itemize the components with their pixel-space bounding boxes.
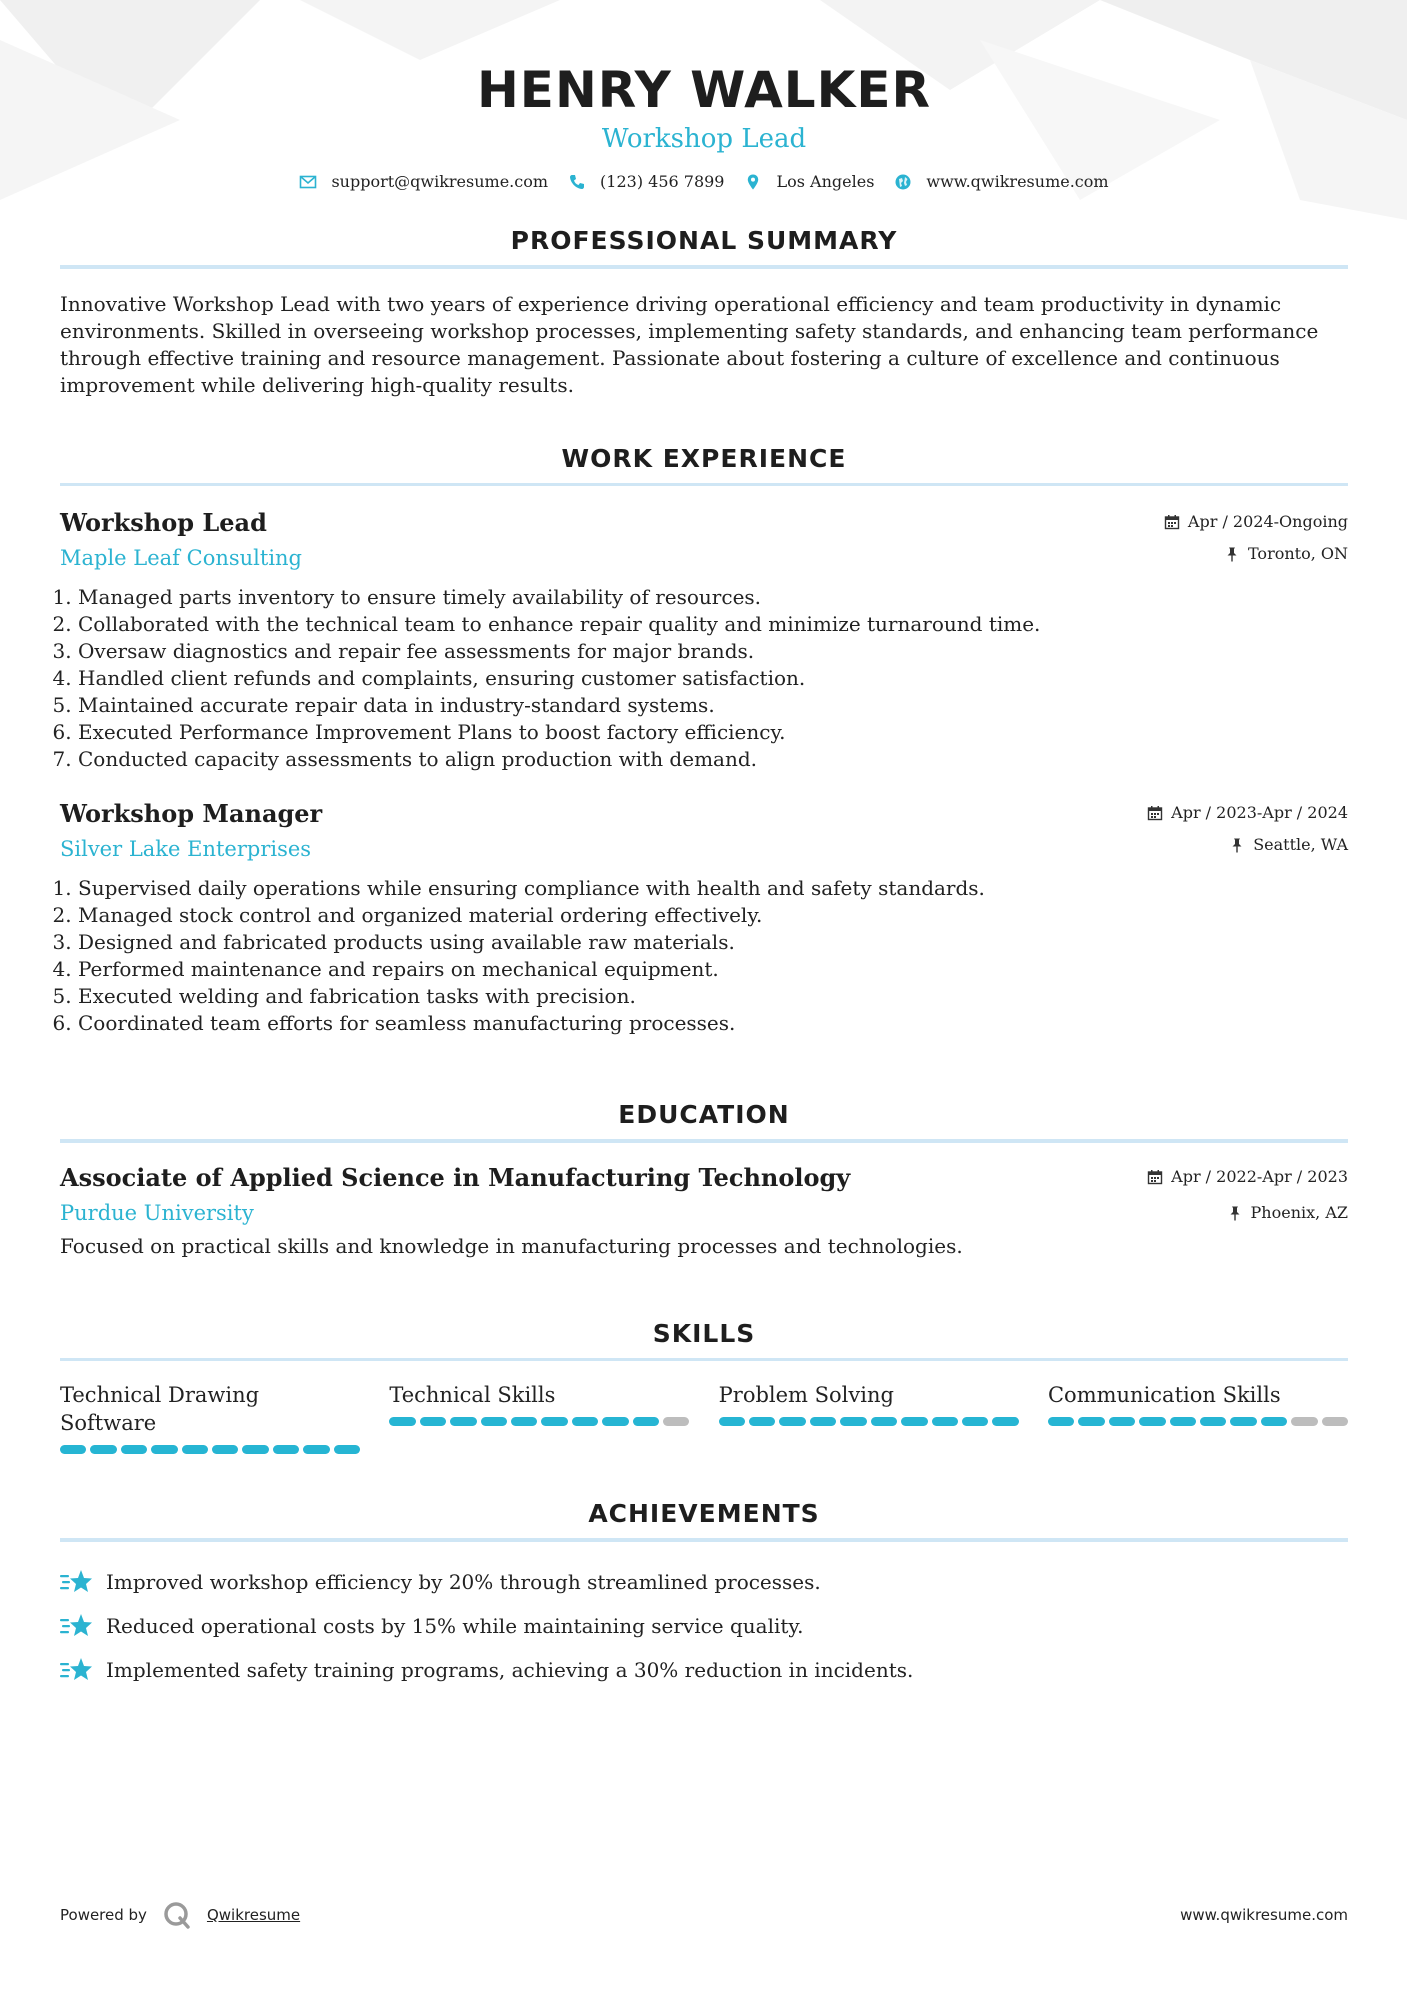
globe-icon [894, 173, 912, 191]
list-item: 3. Designed and fabricated products using available raw materials. [78, 929, 1348, 956]
job-company: Maple Leaf Consulting [60, 546, 303, 570]
list-item: 3. Oversaw diagnostics and repair fee assessments for major brands. [78, 638, 1348, 665]
skill-rating-dot [1230, 1417, 1256, 1426]
skill-rating-dot [719, 1417, 745, 1426]
job-location [1164, 544, 1348, 564]
skill-rating-dot [1291, 1417, 1317, 1426]
location-text: Los Angeles [776, 172, 875, 191]
list-item: 4. Performed maintenance and repairs on mechanical equipment. [78, 956, 1348, 983]
shooting-star-icon [60, 1567, 92, 1597]
skill-name: Technical Drawing Software [60, 1383, 260, 1435]
skill-rating-dot [121, 1445, 147, 1454]
skill-rating-dot [60, 1445, 86, 1454]
section-title: WORK EXPERIENCE [561, 444, 847, 473]
skill-name: Communication Skills [1047, 1383, 1281, 1407]
achievement-text: Improved workshop efficiency by 20% through streamlined processes. [106, 1569, 821, 1594]
job-location [1147, 835, 1348, 855]
pushpin-icon [1224, 546, 1240, 562]
skill-rating-dot [1170, 1417, 1196, 1426]
section-title: SKILLS [652, 1319, 756, 1348]
education-location-text: Phoenix, AZ [1250, 1203, 1348, 1222]
phone-icon [568, 173, 586, 191]
job-dates-text: Apr / 2024-Ongoing [1187, 512, 1348, 531]
achievements-section [60, 1498, 1348, 1692]
pushpin-icon [1229, 837, 1245, 853]
skill-rating-dot [572, 1417, 598, 1426]
section-title: ACHIEVEMENTS [588, 1499, 820, 1528]
powered-by-label: Powered by [60, 1906, 147, 1924]
list-item: 6. Executed Performance Improvement Plans to boost factory efficiency. [78, 719, 1348, 746]
job-bullets [60, 875, 1348, 1037]
job-meta [1147, 803, 1348, 855]
skill-rating-dot [182, 1445, 208, 1454]
page-footer [60, 1900, 1348, 1930]
skill-rating-dot [1261, 1417, 1287, 1426]
skill-rating [389, 1417, 689, 1426]
education-entry [60, 1163, 1348, 1260]
skill-rating-dot [749, 1417, 775, 1426]
skill-rating-dot [1078, 1417, 1104, 1426]
section-title: PROFESSIONAL SUMMARY [510, 226, 898, 255]
footer-website[interactable]: www.qwikresume.com [1180, 1906, 1348, 1924]
school-name: Purdue University [60, 1201, 254, 1225]
section-divider [60, 483, 1348, 486]
skill-rating-dot [511, 1417, 537, 1426]
skill-rating-dot [273, 1445, 299, 1454]
skills-grid [60, 1381, 1348, 1454]
skill-rating-dot [212, 1445, 238, 1454]
list-item: 5. Executed welding and fabrication tasks with precision. [78, 983, 1348, 1010]
skill-rating-dot [1139, 1417, 1165, 1426]
skill-rating-dot [871, 1417, 897, 1426]
skill-item [60, 1381, 360, 1454]
job-bullets [60, 584, 1348, 773]
skill-rating-dot [810, 1417, 836, 1426]
qwikresume-logo-icon [163, 1901, 191, 1929]
shooting-star-icon [60, 1655, 92, 1685]
skill-name: Problem Solving [718, 1383, 894, 1407]
achievement-item [60, 1604, 1348, 1648]
map-pin-icon [744, 173, 762, 191]
skill-rating-dot [420, 1417, 446, 1426]
skill-rating-dot [1109, 1417, 1135, 1426]
section-title: EDUCATION [618, 1100, 790, 1129]
skill-rating-dot [541, 1417, 567, 1426]
skill-rating-dot [450, 1417, 476, 1426]
resume-page [60, 0, 1348, 1692]
skill-rating-dot [663, 1417, 689, 1426]
education-location [1147, 1203, 1348, 1223]
skill-rating [1048, 1417, 1348, 1426]
contact-phone[interactable] [568, 172, 724, 191]
skill-rating-dot [1322, 1417, 1348, 1426]
skill-rating-dot [1200, 1417, 1226, 1426]
skill-rating-dot [334, 1445, 360, 1454]
skill-rating-dot [303, 1445, 329, 1454]
job-location-text: Seattle, WA [1253, 835, 1348, 854]
job-entry [60, 508, 1348, 773]
skill-rating-dot [992, 1417, 1018, 1426]
skill-rating-dot [633, 1417, 659, 1426]
education-section [60, 1099, 1348, 1260]
experience-section [60, 443, 1348, 1037]
job-dates [1147, 803, 1348, 823]
list-item: 7. Conducted capacity assessments to align production with demand. [78, 746, 1348, 773]
skills-section [60, 1318, 1348, 1454]
list-item: 2. Collaborated with the technical team to enhance repair quality and minimize turnaround time. [78, 611, 1348, 638]
powered-by [60, 1901, 300, 1929]
candidate-role: Workshop Lead [601, 124, 807, 154]
brand-link[interactable]: Qwikresume [206, 1906, 301, 1924]
contact-location [744, 172, 874, 191]
section-divider [60, 1358, 1348, 1361]
section-divider [60, 265, 1348, 269]
achievement-text: Reduced operational costs by 15% while maintaining service quality. [106, 1613, 804, 1638]
job-dates-text: Apr / 2023-Apr / 2024 [1171, 803, 1348, 822]
contact-email[interactable] [299, 172, 548, 191]
skill-item [1048, 1381, 1348, 1454]
summary-section [60, 225, 1348, 399]
resume-header [60, 0, 1348, 191]
candidate-name: HENRY WALKER [476, 61, 932, 119]
skill-rating-dot [901, 1417, 927, 1426]
list-item: 1. Managed parts inventory to ensure timely availability of resources. [78, 584, 1348, 611]
website-text: www.qwikresume.com [926, 172, 1109, 191]
job-meta [1164, 512, 1348, 564]
envelope-icon [299, 173, 317, 191]
contact-website[interactable] [894, 172, 1108, 191]
skill-rating-dot [602, 1417, 628, 1426]
pushpin-icon [1227, 1205, 1243, 1221]
job-company: Silver Lake Enterprises [60, 837, 312, 861]
education-dates [1147, 1167, 1348, 1187]
job-dates [1164, 512, 1348, 532]
education-dates-text: Apr / 2022-Apr / 2023 [1171, 1167, 1348, 1186]
skill-rating-dot [779, 1417, 805, 1426]
achievement-item [60, 1648, 1348, 1692]
section-divider [60, 1139, 1348, 1143]
education-description: Focused on practical skills and knowledge in manufacturing processes and technologies. [60, 1234, 963, 1258]
skill-rating-dot [90, 1445, 116, 1454]
job-title: Workshop Manager [60, 799, 323, 828]
list-item: 5. Maintained accurate repair data in industry-standard systems. [78, 692, 1348, 719]
calendar-icon [1147, 805, 1163, 821]
achievements-list [60, 1560, 1348, 1692]
email-text: support@qwikresume.com [331, 172, 549, 191]
job-location-text: Toronto, ON [1248, 544, 1348, 563]
skill-rating-dot [840, 1417, 866, 1426]
shooting-star-icon [60, 1611, 92, 1641]
education-meta [1147, 1167, 1348, 1223]
skill-rating-dot [151, 1445, 177, 1454]
section-divider [60, 1538, 1348, 1542]
skill-item [719, 1381, 1019, 1454]
list-item: 2. Managed stock control and organized material ordering effectively. [78, 902, 1348, 929]
contact-row [60, 172, 1348, 191]
achievement-item [60, 1560, 1348, 1604]
phone-text: (123) 456 7899 [600, 172, 725, 191]
calendar-icon [1147, 1169, 1163, 1185]
job-title: Workshop Lead [60, 508, 267, 537]
skill-rating-dot [481, 1417, 507, 1426]
skill-rating-dot [962, 1417, 988, 1426]
skill-rating [719, 1417, 1019, 1426]
summary-text: Innovative Workshop Lead with two years of experience driving operational efficiency and team productivity in dynamic environments. Skilled in overseeing workshop processes, implementing safety standards, and enhancing team performance through effective training and resource management. Passionate about fostering a culture of excellence and continuous improvement while delivering high-quality results. [60, 292, 1319, 397]
list-item: 4. Handled client refunds and complaints, ensuring customer satisfaction. [78, 665, 1348, 692]
list-item: 1. Supervised daily operations while ensuring compliance with health and safety standards. [78, 875, 1348, 902]
skill-rating-dot [389, 1417, 415, 1426]
skill-name: Technical Skills [389, 1383, 556, 1407]
job-entry [60, 799, 1348, 1037]
skill-item [389, 1381, 689, 1454]
calendar-icon [1164, 514, 1180, 530]
skill-rating-dot [1048, 1417, 1074, 1426]
list-item: 6. Coordinated team efforts for seamless manufacturing processes. [78, 1010, 1348, 1037]
skill-rating-dot [242, 1445, 268, 1454]
skill-rating-dot [932, 1417, 958, 1426]
skill-rating [60, 1445, 360, 1454]
achievement-text: Implemented safety training programs, achieving a 30% reduction in incidents. [106, 1657, 914, 1682]
degree-title: Associate of Applied Science in Manufacturing Technology [60, 1163, 851, 1192]
